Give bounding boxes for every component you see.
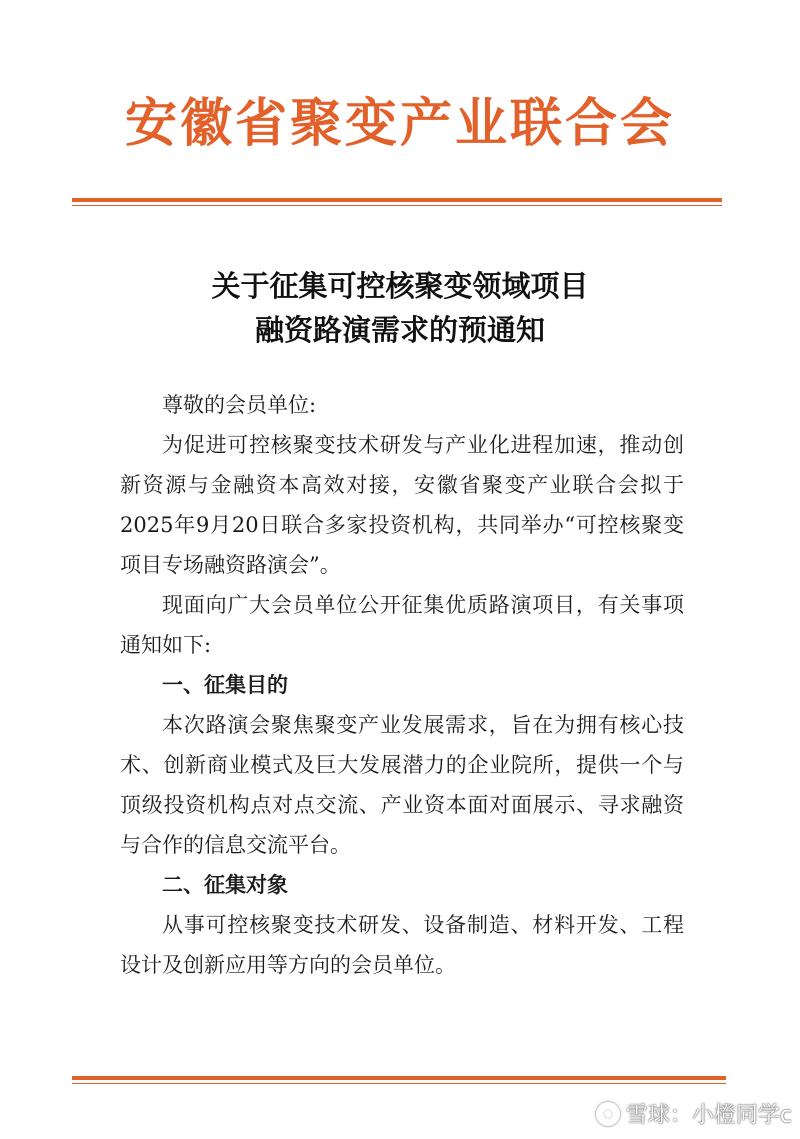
document-body	[120, 385, 684, 985]
section-heading-purpose: 一、征集目的	[162, 673, 288, 697]
watermark-text: 雪球：小橙同学c	[625, 1103, 792, 1128]
section-heading-target: 二、征集对象	[162, 873, 288, 897]
footer-divider-thin	[72, 1083, 726, 1084]
section-text-purpose: 本次路演会聚焦聚变产业发展需求，旨在为拥有核心技术、创新商业模式及巨大发展潜力的企业院所，提供一个与顶级投资机构点对点交流、产业资本面对面展示、寻求融资与合作的信息交流平台。	[120, 713, 684, 857]
snowball-icon	[596, 1102, 620, 1126]
paragraph-notice: 现面向广大会员单位公开征集优质路演项目，有关事项通知如下:	[120, 593, 684, 657]
letterhead-divider-thin	[72, 205, 722, 206]
document-title-line-2: 融资路演需求的预通知	[254, 313, 545, 347]
letterhead-org-name: 安徽省聚变产业联合会	[124, 93, 675, 154]
letterhead-divider-thick	[72, 198, 722, 202]
footer-divider-thick	[72, 1076, 726, 1080]
document-title	[0, 264, 800, 352]
document-title-line-1: 关于征集可控核聚变领域项目	[211, 269, 589, 303]
salutation: 尊敬的会员单位:	[162, 393, 317, 417]
section-text-target: 从事可控核聚变技术研发、设备制造、材料开发、工程设计及创新应用等方向的会员单位。	[120, 913, 684, 977]
paragraph-intro: 为促进可控核聚变技术研发与产业化进程加速，推动创新资源与金融资本高效对接，安徽省聚变产业联合会拟于2025年9月20日联合多家投资机构，共同举办“可控核聚变项目专场融资路演会”。	[120, 433, 684, 577]
watermark	[596, 1098, 792, 1129]
